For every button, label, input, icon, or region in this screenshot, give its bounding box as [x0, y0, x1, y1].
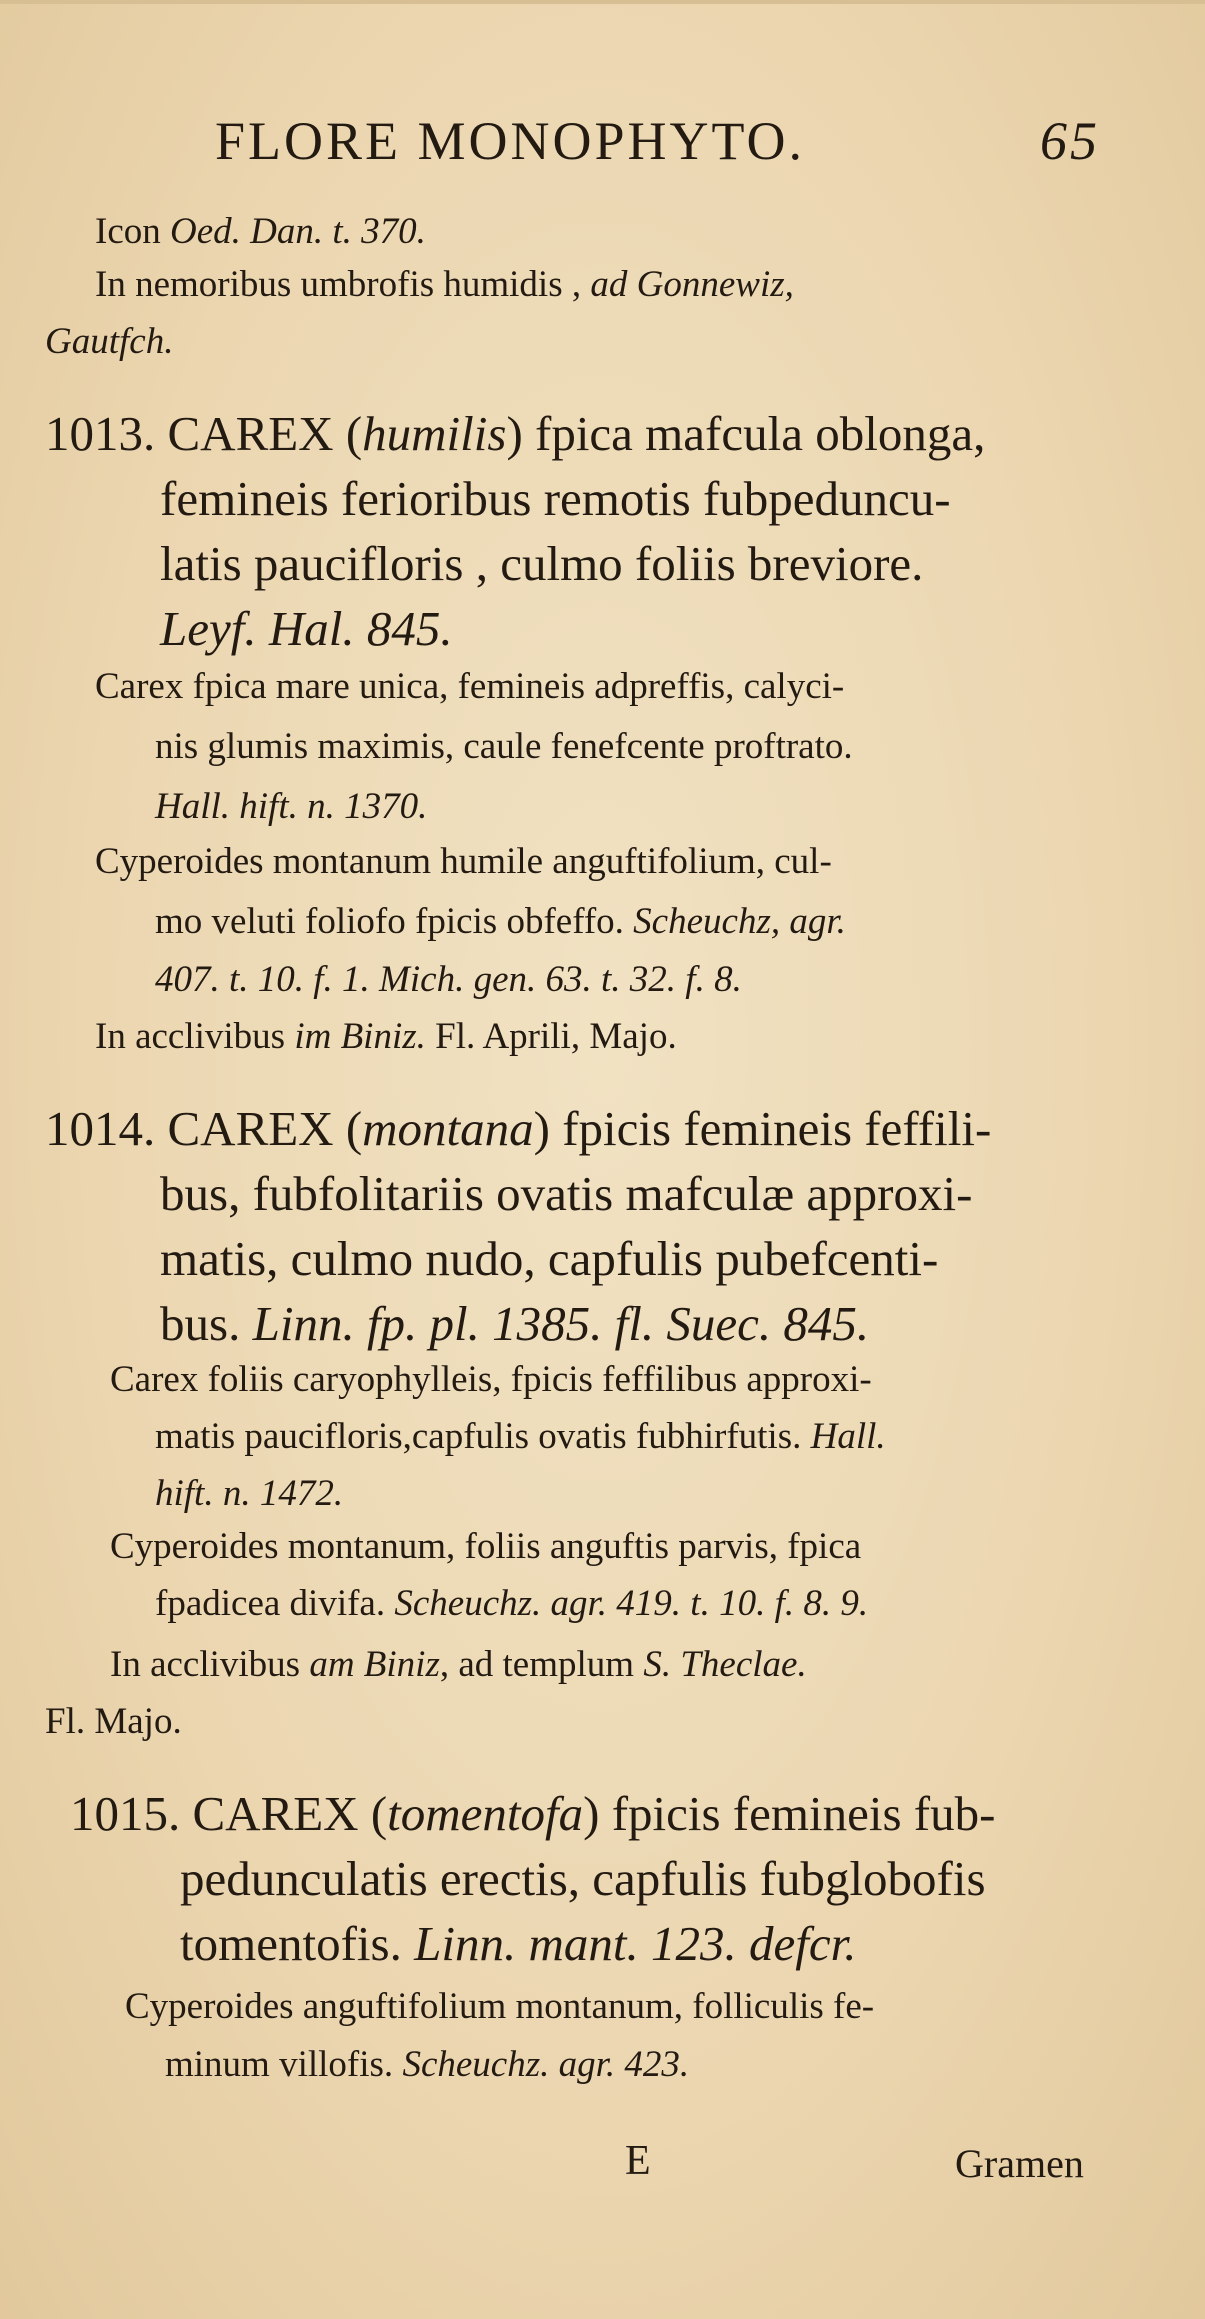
italic-text: montana: [362, 1101, 534, 1156]
running-header-title: FLORE MONOPHYTO.: [215, 111, 806, 171]
roman-text: matis paucifloris,capfulis ovatis fubhirfutis.: [155, 1416, 811, 1457]
italic-text: hift. n. 1472.: [155, 1473, 344, 1514]
text-line: [155, 1415, 886, 1458]
text-line: [110, 1525, 861, 1568]
roman-text: minum villofis.: [165, 2044, 403, 2085]
signature-mark: E: [625, 2138, 651, 2184]
text-line: [95, 665, 844, 708]
italic-text: 407. t. 10. f. 1. Mich. gen. 63. t. 32. f. 8.: [155, 959, 742, 1000]
italic-text: Leyf. Hal. 845.: [160, 601, 453, 656]
roman-text: mo veluti foliofo fpicis obfeffo.: [155, 901, 634, 942]
roman-text: ) fpica mafcula oblonga,: [506, 406, 986, 461]
text-line: [180, 1850, 986, 1907]
text-line: [70, 1785, 995, 1842]
roman-text: fpadicea divifa.: [155, 1583, 395, 1624]
catchword: Gramen: [955, 2141, 1084, 2186]
roman-text: pedunculatis erectis, capfulis fubglobofis: [180, 1851, 986, 1906]
roman-text: Cyperoides montanum humile anguftifolium, cul-: [95, 841, 832, 882]
text-line: [160, 600, 453, 657]
roman-text: femineis ferioribus remotis fubpeduncu-: [160, 471, 951, 526]
italic-text: S. Theclae.: [643, 1644, 807, 1685]
italic-text: Scheuchz. agr. 419. t. 10. f. 8. 9.: [394, 1583, 869, 1624]
roman-text: 1013. CAREX (: [45, 406, 363, 461]
italic-text: humilis: [362, 406, 507, 461]
text-line: [95, 840, 832, 883]
text-line: [95, 263, 794, 306]
text-line: [155, 785, 427, 828]
roman-text: In acclivibus: [110, 1644, 310, 1685]
text-line: [160, 470, 951, 527]
italic-text: ad Gonnewiz,: [590, 264, 794, 305]
roman-text: ) fpicis femineis feffili-: [533, 1101, 992, 1156]
italic-text: Oed. Dan. t. 370.: [170, 211, 426, 252]
roman-text: , ad templum: [439, 1644, 644, 1685]
italic-text: Linn. fp. pl. 1385. fl. Suec. 845.: [252, 1296, 870, 1351]
italic-text: Hall. hift. n. 1370.: [155, 786, 428, 827]
text-line: [180, 1915, 856, 1972]
text-line: [45, 320, 173, 363]
roman-text: Fl. Majo.: [45, 1701, 182, 1742]
italic-text: Hall.: [810, 1416, 886, 1457]
roman-text: 1015. CAREX (: [70, 1786, 388, 1841]
text-line: [95, 1015, 677, 1058]
italic-text: Scheuchz. agr. 423.: [402, 2044, 690, 2085]
roman-text: tomentofis.: [180, 1916, 415, 1971]
roman-text: Cyperoides montanum, foliis anguftis parvis, fpica: [110, 1526, 862, 1567]
italic-text: am Biniz: [309, 1644, 440, 1685]
italic-text: tomentofa: [387, 1786, 584, 1841]
roman-text: Cyperoides anguftifolium montanum, folliculis fe-: [125, 1986, 875, 2027]
text-line: [160, 1165, 972, 1222]
text-line: [45, 405, 985, 462]
text-line: [155, 1582, 868, 1625]
text-line: [45, 1700, 182, 1743]
roman-text: bus.: [160, 1296, 253, 1351]
text-line: [155, 1472, 343, 1515]
page-top-edge: [0, 0, 1205, 4]
text-line: [110, 1358, 872, 1401]
roman-text: bus, fubfolitariis ovatis mafculæ approxi-: [160, 1166, 973, 1221]
roman-text: Fl. Aprili, Majo.: [425, 1016, 677, 1057]
page-number: 65: [1040, 111, 1100, 171]
roman-text: Icon: [95, 211, 170, 252]
text-line: [45, 1100, 991, 1157]
text-line: [165, 2043, 689, 2086]
text-line: [155, 725, 853, 768]
text-line: [125, 1985, 874, 2028]
text-line: [110, 1643, 807, 1686]
roman-text: In acclivibus: [95, 1016, 295, 1057]
text-line: [95, 210, 426, 253]
italic-text: Gautfch.: [45, 321, 174, 362]
roman-text: In nemoribus umbrofis humidis ,: [95, 264, 591, 305]
text-line: [160, 1295, 869, 1352]
roman-text: Carex fpica mare unica, femineis adpreffis, calyci-: [95, 666, 845, 707]
text-line: [155, 958, 742, 1001]
text-line: [160, 535, 923, 592]
roman-text: 1014. CAREX (: [45, 1101, 363, 1156]
italic-text: Linn. mant. 123. defcr.: [414, 1916, 857, 1971]
roman-text: latis paucifloris , culmo foliis breviore.: [160, 536, 924, 591]
text-line: [160, 1230, 938, 1287]
text-line: [155, 900, 846, 943]
italic-text: Scheuchz, agr.: [633, 901, 846, 942]
roman-text: ) fpicis femineis fub-: [583, 1786, 996, 1841]
roman-text: matis, culmo nudo, capfulis pubefcenti-: [160, 1231, 939, 1286]
roman-text: Carex foliis caryophylleis, fpicis feffilibus approxi-: [110, 1359, 872, 1400]
roman-text: nis glumis maximis, caule fenefcente proftrato.: [155, 726, 853, 767]
italic-text: im Biniz.: [294, 1016, 426, 1057]
